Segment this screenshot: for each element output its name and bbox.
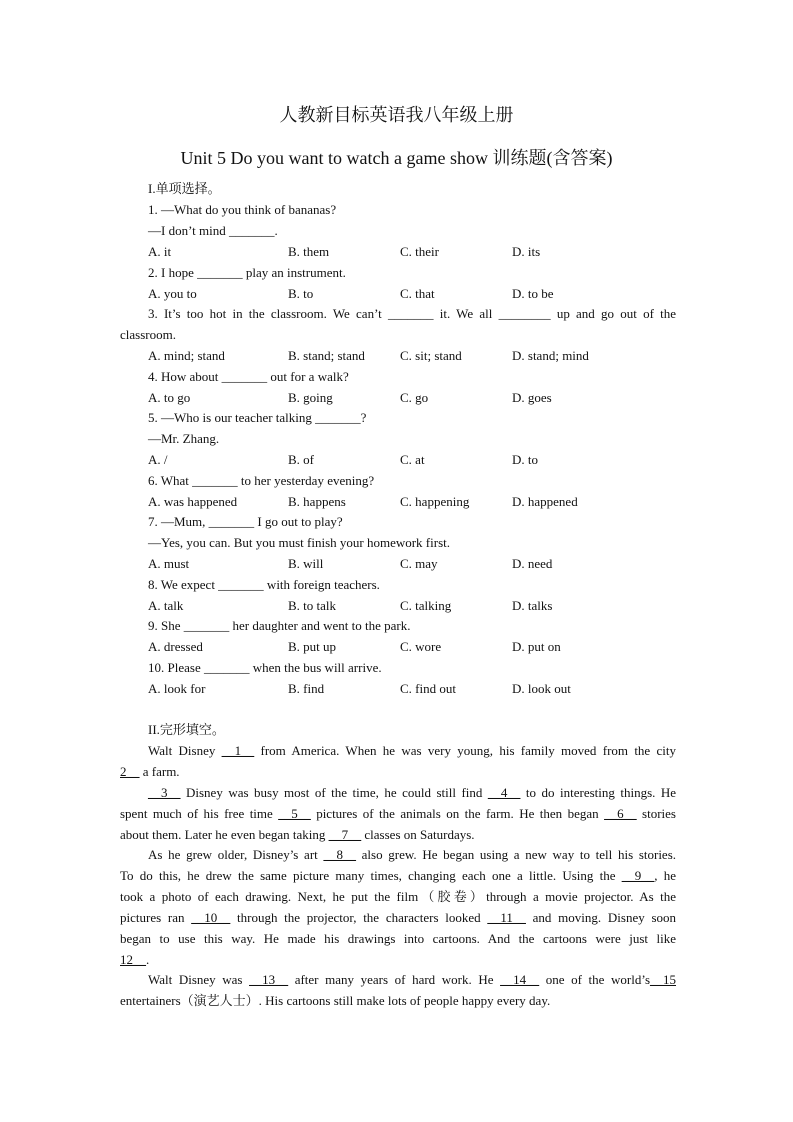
question-8: 8. We expect _______ with foreign teachers. <box>148 577 380 592</box>
section1-heading: I.单项选择。 <box>148 181 221 196</box>
question-6: 6. What _______ to her yesterday evening? <box>148 473 375 488</box>
option-d: D. look out <box>512 681 571 696</box>
option-d: D. stand; mind <box>512 348 589 363</box>
blank-7: __7__ <box>328 827 362 842</box>
option-a: A. talk <box>148 598 184 613</box>
option-d: D. need <box>512 556 553 571</box>
question-5-reply: —Mr. Zhang. <box>148 431 220 446</box>
option-d: D. its <box>512 244 541 259</box>
option-d: D. to be <box>512 286 554 301</box>
blank-12: 12__ <box>120 952 146 967</box>
option-b: B. them <box>288 244 330 259</box>
option-d: D. talks <box>512 598 553 613</box>
question-9: 9. She _______ her daughter and went to the park. <box>148 618 411 633</box>
blank-3: __3__ <box>148 785 181 800</box>
blank-11: __11__ <box>487 910 526 925</box>
blank-4: __4__ <box>487 785 521 800</box>
option-a: A. you to <box>148 286 197 301</box>
option-c: C. happening <box>400 494 470 509</box>
cloze-paragraph-3-line-4: pictures ran __10__ through the projector, the characters looked __11__ and moving. Disney soon <box>120 910 677 925</box>
cloze-paragraph-3-line-3: took a photo of each drawing. Next, he put the film（胶卷）through a movie projector. As the <box>120 889 676 904</box>
blank-8: __8__ <box>323 847 356 862</box>
cloze-paragraph-3-line-5: began to use this way. He made his drawings into cartoons. And the cartoons were just like <box>120 931 676 946</box>
question-1-reply: —I don’t mind _______. <box>148 223 278 238</box>
cloze-paragraph-2-line-1: __3__ Disney was busy most of the time, he could still find __4__ to do interesting things. He <box>148 785 677 800</box>
blank-1: __1__ <box>221 743 255 758</box>
option-c: C. talking <box>400 598 452 613</box>
option-b: B. happens <box>288 494 346 509</box>
option-a: A. must <box>148 556 190 571</box>
option-c: C. find out <box>400 681 456 696</box>
cloze-paragraph-3-line-6: 12__. <box>120 952 150 967</box>
blank-13: __13__ <box>249 972 289 987</box>
question-3-cont: classroom. <box>120 327 176 342</box>
option-c: C. may <box>400 556 438 571</box>
option-d: D. goes <box>512 390 552 405</box>
document-subtitle: Unit 5 Do you want to watch a game show 训练题(含答案) <box>180 148 613 168</box>
option-b: B. to talk <box>288 598 337 613</box>
option-c: C. sit; stand <box>400 348 462 363</box>
option-b: B. going <box>288 390 333 405</box>
option-d: D. to <box>512 452 538 467</box>
option-b: B. to <box>288 286 314 301</box>
option-a: A. was happened <box>148 494 238 509</box>
option-a: A. / <box>148 452 168 467</box>
option-a: A. it <box>148 244 172 259</box>
blank-14: __14__ <box>500 972 540 987</box>
section2-heading: II.完形填空。 <box>148 722 225 737</box>
option-c: C. go <box>400 390 429 405</box>
option-c: C. their <box>400 244 439 259</box>
question-2: 2. I hope _______ play an instrument. <box>148 265 346 280</box>
blank-9: __9__ <box>621 868 655 883</box>
document-title: 人教新目标英语我八年级上册 <box>279 105 514 125</box>
question-1: 1. —What do you think of bananas? <box>148 202 337 217</box>
blank-6: __6__ <box>604 806 637 821</box>
question-3: 3. It’s too hot in the classroom. We can’t _______ it. We all ________ up and go out of the <box>148 306 676 321</box>
cloze-paragraph-2-line-3: about them. Later he even began taking __7__ classes on Saturdays. <box>120 827 475 842</box>
cloze-paragraph-4-line-2: entertainers（演艺人士）. His cartoons still make lots of people happy every day. <box>120 993 551 1008</box>
option-c: C. wore <box>400 639 442 654</box>
option-c: C. at <box>400 452 425 467</box>
option-b: B. stand; stand <box>288 348 365 363</box>
blank-5: __5__ <box>278 806 311 821</box>
question-4: 4. How about _______ out for a walk? <box>148 369 349 384</box>
option-b: B. of <box>288 452 314 467</box>
option-b: B. put up <box>288 639 337 654</box>
option-b: B. will <box>288 556 324 571</box>
question-7-reply: —Yes, you can. But you must finish your homework first. <box>148 535 451 550</box>
option-d: D. put on <box>512 639 561 654</box>
cloze-paragraph-4-line-1: Walt Disney was __13__ after many years of hard work. He __14__ one of the world’s__15 <box>148 972 677 987</box>
option-b: B. find <box>288 681 325 696</box>
option-a: A. to go <box>148 390 191 405</box>
blank-10: __10__ <box>191 910 231 925</box>
question-7: 7. —Mum, _______ I go out to play? <box>148 514 343 529</box>
blank-2: 2__ <box>120 764 140 779</box>
question-10: 10. Please _______ when the bus will arrive. <box>148 660 382 675</box>
cloze-paragraph-3-line-1: As he grew older, Disney’s art __8__ also grew. He began using a new way to tell his stories. <box>148 847 677 862</box>
option-a: A. mind; stand <box>148 348 225 363</box>
cloze-paragraph-1-line-1: Walt Disney __1__ from America. When he was very young, his family moved from the city <box>148 743 677 758</box>
option-a: A. dressed <box>148 639 203 654</box>
cloze-paragraph-2-line-2: spent much of his free time __5__ pictures of the animals on the farm. He then began __6__ stories <box>120 806 676 821</box>
cloze-paragraph-3-line-2: To do this, he drew the same picture many times, changing each one a little. Using the __9__, he <box>120 868 677 883</box>
option-c: C. that <box>400 286 435 301</box>
option-d: D. happened <box>512 494 578 509</box>
blank-15: __15 <box>650 972 677 987</box>
cloze-paragraph-1-line-2: 2__ a farm. <box>120 764 180 779</box>
question-5: 5. —Who is our teacher talking _______? <box>148 410 367 425</box>
option-a: A. look for <box>148 681 206 696</box>
